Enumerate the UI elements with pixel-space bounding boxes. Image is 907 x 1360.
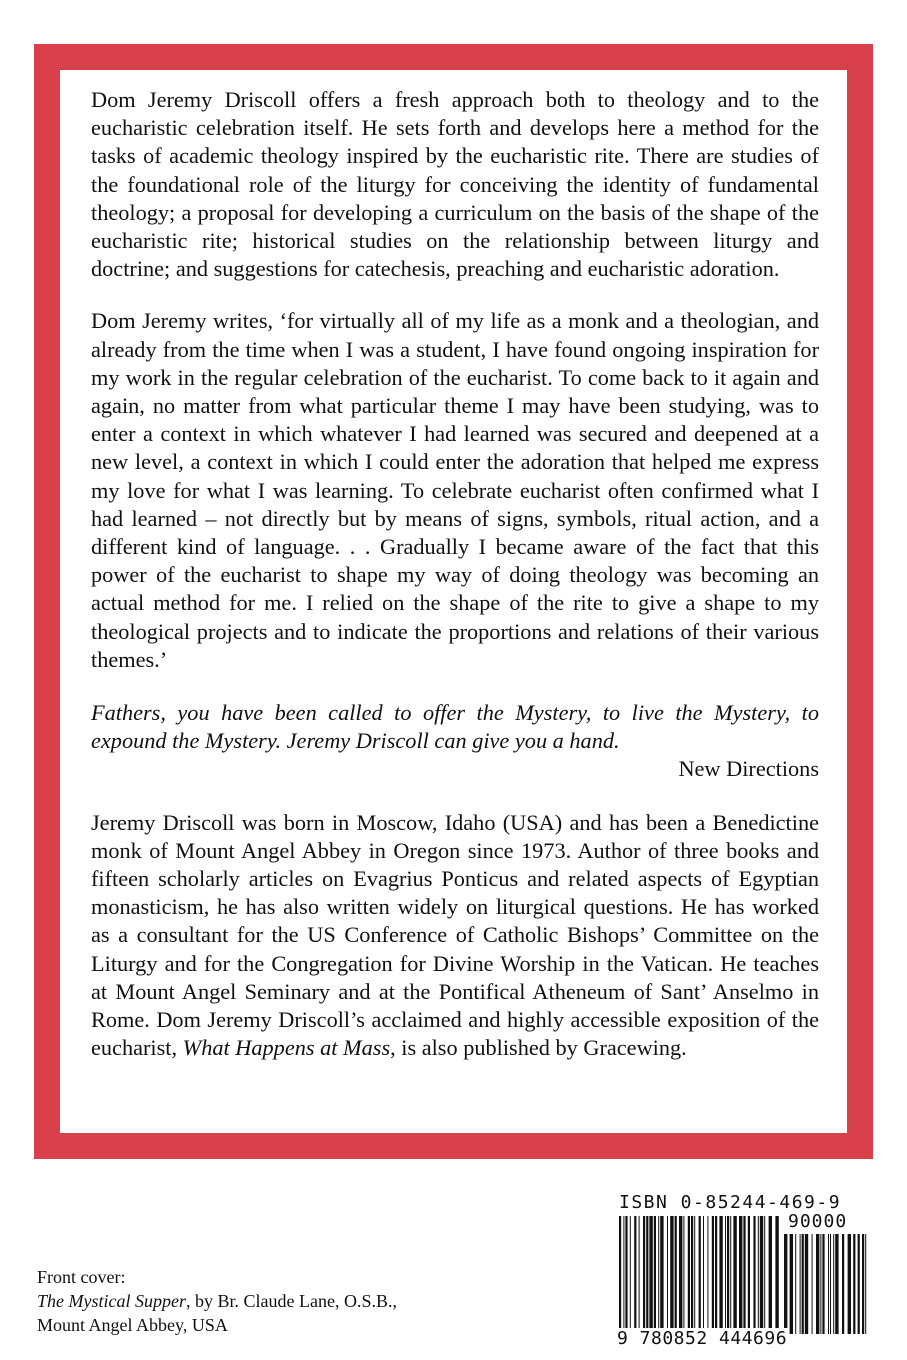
barcode-bar: [703, 1216, 704, 1334]
barcode-bar: [654, 1216, 656, 1334]
barcode-bar: [862, 1234, 864, 1334]
barcode-bar: [623, 1216, 624, 1334]
barcode-bar: [853, 1234, 855, 1334]
addon-barcode-bars: [784, 1234, 869, 1334]
barcode-bar: [646, 1216, 648, 1334]
isbn-number: ISBN 0-85244-469-9: [619, 1192, 842, 1213]
barcode-bar: [830, 1234, 831, 1334]
barcode-bar: [800, 1234, 801, 1334]
blurb-paragraph-intro: Dom Jeremy Driscoll offers a fresh approach both to theology and to the eucharistic celebration itself. He sets forth and develops here a method for the tasks of academic theology inspired by the eucharistic rite. There are studies of the foundational role of the liturgy for conceiving the identity of fundamental theology; a proposal for developing a curriculum on the basis of the shape of the eucharistic rite; historical studies on the relationship between liturgy and doctrine; and suggestions for catechesis, preaching and eucharistic adoration.: [91, 87, 819, 282]
ean-digits: 9 780852 444696: [617, 1328, 788, 1349]
barcode-bar: [733, 1216, 736, 1334]
barcode-bar: [784, 1234, 787, 1334]
blurb-paragraph-author-quote: Dom Jeremy writes, ‘for virtually all of my life as a monk and a theologian, and already from the time when I was a student, I have found ongoing inspiration for my work in the regular celebration of the eucharist. To come back to it again and again, no matter from what particular theme I may have been studying, was to enter a context in which whatever I had learned was secured and deepened at a new level, a context in which I could enter the adoration that helped me express my love for what I was learning. To celebrate eucharist often confirmed what I had learned – not directly but by means of signs, symbols, ritual action, and a different kind of language. . . Gradually I became aware of the fact that this power of the eucharist to shape my way of doing theology was becoming an actual method for me. I relied on the shape of the rite to give a shape to my theological projects and to indicate the proportions and relations of their various themes.’: [91, 308, 819, 672]
barcode-bar: [848, 1234, 851, 1334]
cover-credit-artwork: [37, 1289, 397, 1313]
red-border-frame: [34, 44, 873, 1159]
barcode-bar: [667, 1216, 668, 1334]
barcode-bar: [795, 1234, 796, 1334]
barcode-bar: [660, 1216, 663, 1334]
barcode-bar: [758, 1216, 759, 1334]
endorsement-quote: Fathers, you have been called to offer the Mystery, to live the Mystery, to expound the Mystery. Jeremy Driscoll can give you a hand.: [91, 700, 819, 754]
author-bio-text: Jeremy Driscoll was born in Moscow, Idaho (USA) and has been a Benedictine monk of Mount Angel Abbey in Oregon since 1973. Author of three books and fifteen scholarly articles on Evagrius Ponticus and related aspects of Egyptian monasticism, he has also written widely on liturgical questions. He has worked as a consultant for the US Conference of Catholic Bishops’ Committee on the Liturgy and for the Congregation for Divine Worship in the Vatican. He teaches at Mount Angel Seminary and at the Pontifical Atheneum of Sant’ Anselmo in Rome. Dom Jeremy Driscoll’s acclaimed and highly accessible exposition of the eucharist,: [91, 809, 819, 1061]
barcode-bar: [822, 1234, 824, 1334]
barcode-bar: [639, 1216, 640, 1334]
barcode-bar: [775, 1216, 778, 1334]
artwork-artist: , by Br. Claude Lane, O.S.B.,: [185, 1291, 397, 1311]
barcode-bar: [658, 1216, 659, 1334]
barcode-bar: [865, 1234, 866, 1334]
barcode-bar: [748, 1216, 750, 1334]
ean-barcode-bars: [619, 1216, 779, 1334]
barcode-bar: [683, 1216, 684, 1334]
barcode-bar: [699, 1216, 701, 1334]
price-addon-number: 90000: [788, 1211, 848, 1232]
barcode-bar: [828, 1234, 829, 1334]
author-bio-end: , is also published by Gracewing.: [390, 1035, 687, 1061]
barcode-bar: [730, 1216, 731, 1334]
barcode-bar: [619, 1216, 621, 1334]
barcode-bar: [719, 1216, 722, 1334]
barcode-bar: [712, 1216, 714, 1334]
barcode-bar: [816, 1234, 819, 1334]
barcode-bar: [760, 1216, 763, 1334]
barcode-bar: [858, 1234, 860, 1334]
artwork-title: The Mystical Supper: [37, 1291, 186, 1311]
barcode-bar: [820, 1234, 821, 1334]
barcode-bar: [630, 1216, 631, 1334]
author-bio: [91, 809, 819, 1063]
endorsement-source: New Directions: [678, 756, 819, 782]
barcode-bar: [675, 1216, 677, 1334]
barcode-bar: [725, 1216, 726, 1334]
barcode-bar: [643, 1216, 645, 1334]
barcode-bar: [707, 1216, 708, 1334]
barcode-bar: [679, 1216, 682, 1334]
barcode-bar: [802, 1234, 804, 1334]
barcode-bar: [649, 1216, 652, 1334]
barcode-bar: [842, 1234, 844, 1334]
barcode-bar: [743, 1216, 745, 1334]
barcode-bar: [715, 1216, 717, 1334]
barcode-bar: [688, 1216, 690, 1334]
barcode: [619, 1192, 869, 1352]
barcode-bar: [833, 1234, 834, 1334]
barcode-bar: [812, 1234, 813, 1334]
cover-credit-label: Front cover:: [37, 1267, 126, 1287]
barcode-bar: [790, 1234, 793, 1334]
barcode-bar: [691, 1216, 693, 1334]
cover-credit-place: Mount Angel Abbey, USA: [37, 1315, 228, 1335]
barcode-bar: [835, 1234, 838, 1334]
barcode-bar: [670, 1216, 673, 1334]
barcode-bar: [625, 1216, 627, 1334]
barcode-bar: [694, 1216, 695, 1334]
blurb-content: [60, 70, 847, 1133]
book-title: What Happens at Mass: [182, 1035, 391, 1061]
barcode-bar: [739, 1216, 742, 1334]
barcode-bar: [769, 1216, 772, 1334]
barcode-bar: [727, 1216, 729, 1334]
barcode-bar: [805, 1234, 808, 1334]
barcode-bar: [634, 1216, 636, 1334]
cover-credit: [37, 1265, 397, 1337]
barcode-bar: [753, 1216, 755, 1334]
barcode-bar: [764, 1216, 765, 1334]
